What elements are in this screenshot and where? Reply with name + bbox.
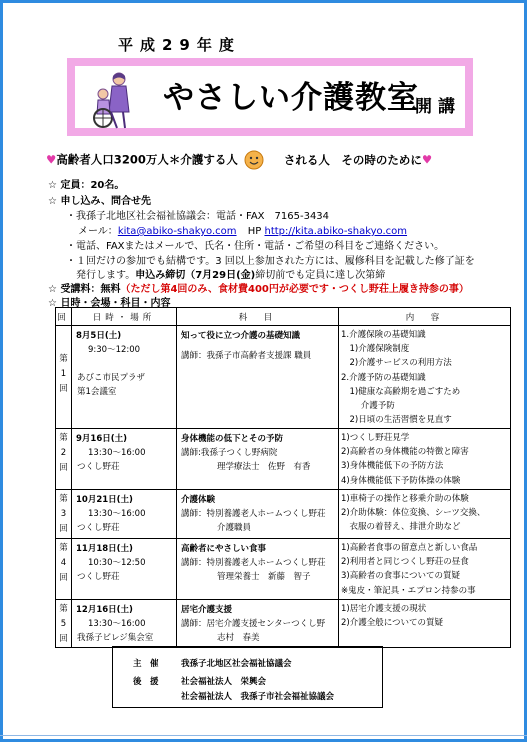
header-datetime: 日時・場所 xyxy=(72,308,177,326)
support-name-1: 社会福祉法人 栄興会 xyxy=(181,677,267,687)
slogan xyxy=(46,150,432,170)
session-content: 1.介護保険の基礎知識 1)介護保険制度 2)介護サービスの利用方法 2.介護予防の基礎知識 1)健康な高齢期を過ごすため 介護予防 2)日頃の生活習慣を見直す xyxy=(339,326,511,429)
page-title: やさしい介護教室 xyxy=(163,80,419,116)
window-frame-divider xyxy=(0,735,527,736)
session-time: 13:30～16:00 xyxy=(88,619,146,629)
session-time: 13:30～16:00 xyxy=(88,448,146,458)
session-subject xyxy=(177,600,339,648)
session-content: 1)車椅子の操作と移乗介助の体験 2)介助体験：体位変換、シーツ交換、 衣服の着替え、排泄介助など xyxy=(339,490,511,539)
table-row xyxy=(56,490,511,539)
session-date: 11月18日(土) xyxy=(76,544,133,554)
session-subject xyxy=(177,539,339,600)
hp-label: HP xyxy=(247,226,262,237)
session-number: 第 1 回 xyxy=(56,326,72,429)
table-row xyxy=(56,326,511,429)
session-number: 第 5 回 xyxy=(56,600,72,648)
lecturer-name: 管理栄養士 新藤 智子 xyxy=(217,572,311,582)
contact-org: ・我孫子北地区社会福祉協議会：電話・FAX 7165-3434 xyxy=(66,211,330,222)
session-datetime xyxy=(72,490,177,539)
heart-icon: ♥ xyxy=(46,152,57,167)
table-row xyxy=(56,539,511,600)
apply-note-3 xyxy=(76,266,385,281)
subject-title: 介護体験 xyxy=(181,495,216,505)
session-time: 10:30～12:50 xyxy=(88,558,146,568)
session-place: 我孫子ビレジ集会室 xyxy=(77,633,154,643)
window-frame-left xyxy=(0,0,3,742)
table-row xyxy=(56,600,511,648)
session-date: 9月16日(土) xyxy=(76,434,128,444)
deadline: 申込み締切（7月29日(金) xyxy=(135,270,256,281)
session-place: つくし野荘 xyxy=(77,523,120,533)
session-content: 1)居宅介護支援の現状 2)介護全般についての質疑 xyxy=(339,600,511,648)
lecturer: 講師:我孫子つくし野病院 xyxy=(181,448,278,458)
mail-link[interactable]: kita@abiko-shakyo.com xyxy=(117,226,237,237)
subject-title: 知って役に立つ介護の基礎知識 xyxy=(181,331,301,341)
session-datetime xyxy=(72,600,177,648)
session-date: 12月16日(土) xyxy=(76,605,133,615)
caregiver-illustration xyxy=(89,70,133,130)
session-datetime xyxy=(72,539,177,600)
lecturer-name: 介護職員 xyxy=(217,523,252,533)
session-datetime xyxy=(72,326,177,429)
contact-mail-line xyxy=(78,222,407,237)
window-frame-top xyxy=(0,0,527,3)
fee-line xyxy=(48,280,469,295)
session-place: あびこ市民プラザ xyxy=(77,373,146,383)
schedule-heading: ☆ 日時・会場・科目・内容 xyxy=(48,298,171,309)
fee-heading: ☆ 受講料：無料 xyxy=(48,284,121,295)
lecturer-name: 理学療法士 佐野 有香 xyxy=(217,462,311,472)
apply-heading: ☆ 申し込み、問合せ先 xyxy=(48,196,152,207)
lecturer-name: 志村 春美 xyxy=(217,633,260,643)
lecturer: 講師：特別養護老人ホームつくし野荘 xyxy=(181,509,326,519)
table-header-row xyxy=(56,308,511,326)
session-number: 第 2 回 xyxy=(56,429,72,490)
apply-note-1: ・電話、FAXまたはメールで、氏名・住所・電話・ご希望の科目をご連絡ください。 xyxy=(66,241,445,252)
capacity: ☆ 定員：20名。 xyxy=(48,180,125,191)
subject-title: 居宅介護支援 xyxy=(181,605,233,615)
session-place: 第1会議室 xyxy=(77,387,117,397)
title-banner xyxy=(67,58,473,136)
fiscal-year: 平成29年度 xyxy=(118,36,241,54)
session-subject xyxy=(177,429,339,490)
header-no: 回 xyxy=(56,308,72,326)
title-suffix: 開講 xyxy=(415,97,461,117)
session-time: 13:30～16:00 xyxy=(88,509,146,519)
slogan-part2: される人 その時のために xyxy=(283,152,422,167)
slogan-part1: 高齢者人口3200万人＊介護する人 xyxy=(56,152,238,167)
heart-icon: ♥ xyxy=(421,152,433,167)
note-text: 発行します。 xyxy=(76,270,136,281)
session-place: つくし野荘 xyxy=(77,462,120,472)
homepage-link[interactable]: http://kita.abiko-shakyo.com xyxy=(264,226,408,237)
header-subject: 科 目 xyxy=(177,308,339,326)
session-datetime xyxy=(72,429,177,490)
lecturer: 講師：特別養護老人ホームつくし野荘 xyxy=(181,558,326,568)
subject-title: 高齢者にやさしい食事 xyxy=(181,544,267,554)
session-subject xyxy=(177,326,339,429)
host-name: 我孫子北地区社会福祉協議会 xyxy=(181,659,292,669)
subject-title: 身体機能の低下とその予防 xyxy=(181,434,284,444)
session-date: 10月21日(土) xyxy=(76,495,133,505)
session-content: 1)高齢者食事の留意点と新しい食品 2)利用者と同じつくし野荘の昼食 3)高齢者の食事についての質疑 ※鬼皮・筆記具・エプロン持参の事 xyxy=(339,539,511,600)
lecturer: 講師：居宅介護支援センターつくし野 xyxy=(181,619,326,629)
session-subject xyxy=(177,490,339,539)
smiley-icon xyxy=(244,150,264,170)
session-content: 1)つくし野荘見学 2)高齢者の身体機能の特徴と障害 3)身体機能低下の予防方法 4)身体機能低下予防体操の体験 xyxy=(339,429,511,490)
host-label: 主 催 xyxy=(133,659,159,669)
note-text-end: 締切前でも定員に達し次第締 xyxy=(255,270,386,281)
schedule-table xyxy=(55,307,511,648)
mail-label: メール： xyxy=(78,226,118,237)
session-number: 第 3 回 xyxy=(56,490,72,539)
support-name-2: 社会福祉法人 我孫子市社会福祉協議会 xyxy=(181,692,335,702)
support-label: 後 援 xyxy=(133,677,159,687)
header-content: 内 容 xyxy=(339,308,511,326)
session-date: 8月5日(土) xyxy=(76,331,122,341)
fee-note: （ただし第4回のみ、食材費400円が必要です・つくし野荘上履き持参の事） xyxy=(120,284,469,295)
session-place: つくし野荘 xyxy=(77,572,120,582)
apply-note-2: ・１回だけの参加でも結構です。3 回以上参加された方には、履修科目を記載した修了証を xyxy=(66,256,475,267)
session-time: 9:30～12:00 xyxy=(88,345,141,355)
organizers-box xyxy=(112,646,383,708)
table-row xyxy=(56,429,511,490)
lecturer: 講師：我孫子市高齢者支援課 職員 xyxy=(181,351,312,361)
session-number: 第 4 回 xyxy=(56,539,72,600)
